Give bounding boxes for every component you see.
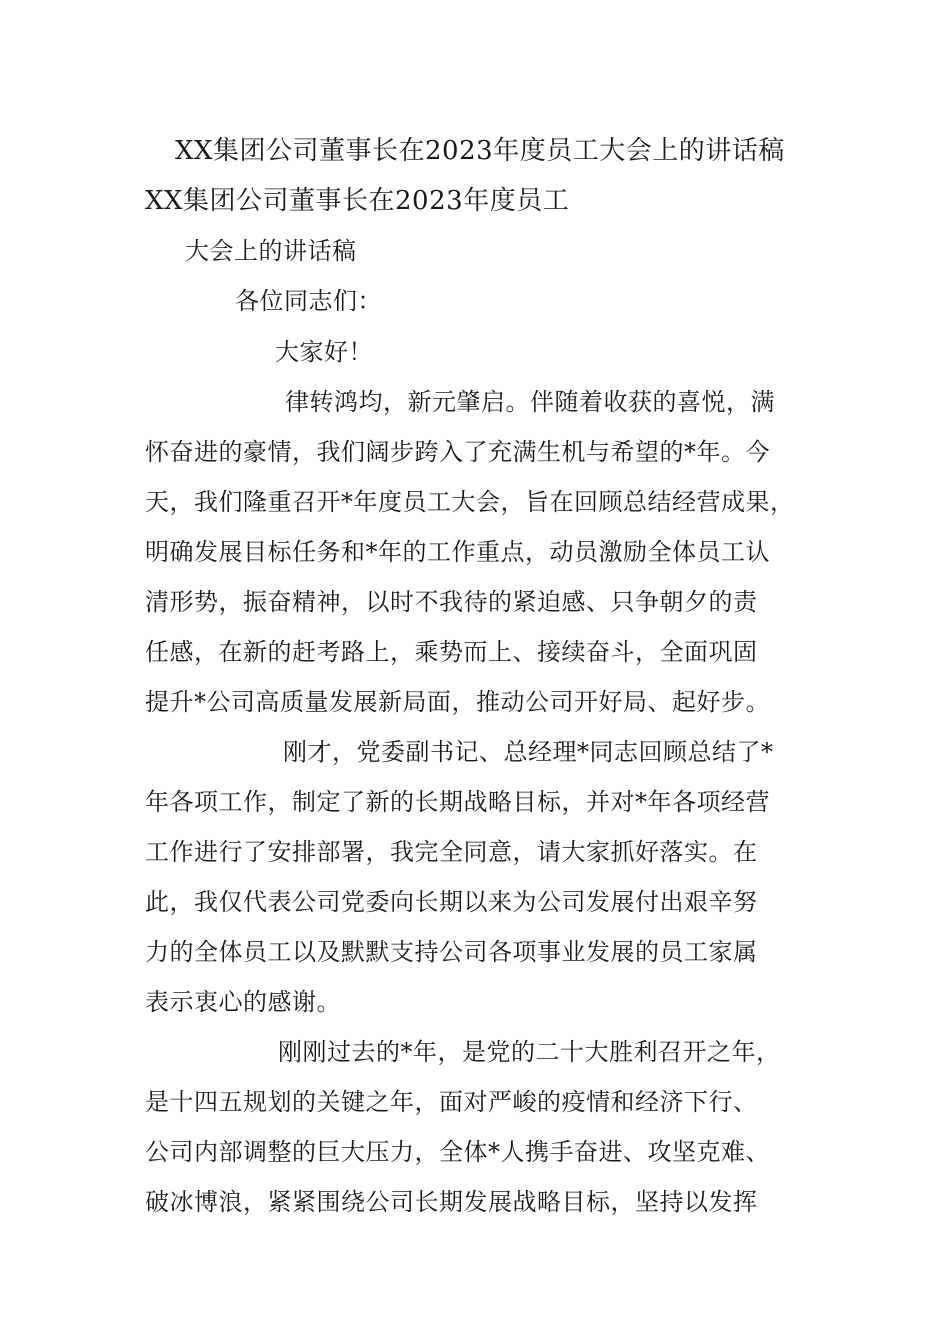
paragraph-2-line-4: 此，我仅代表公司党委向长期以来为公司发展付出艰辛努 — [145, 888, 758, 916]
paragraph-3-line-2: 是十四五规划的关键之年，面对严峻的疫情和经济下行、 — [145, 1088, 758, 1116]
paragraph-2-line-1: 刚才，党委副书记、总经理*同志回顾总结了* — [283, 738, 774, 766]
paragraph-2-line-2: 年各项工作，制定了新的长期战略目标，并对*年各项经营 — [145, 788, 770, 816]
document-subtitle-line-1: XX集团公司董事长在2023年度员工 — [145, 186, 570, 216]
salutation: 各位同志们： — [235, 287, 382, 315]
paragraph-3-line-3: 公司内部调整的巨大压力，全体*人携手奋进、攻坚克难、 — [145, 1138, 770, 1166]
paragraph-3-line-4: 破冰博浪，紧紧围绕公司长期发展战略目标，坚持以发挥 — [145, 1188, 758, 1216]
paragraph-1-line-2: 怀奋进的豪情，我们阔步跨入了充满生机与希望的*年。今 — [145, 438, 770, 466]
paragraph-1-line-1: 律转鸿均，新元肇启。伴随着收获的喜悦，满 — [285, 388, 775, 416]
paragraph-1-line-6: 任感，在新的赶考路上，乘势而上、接续奋斗，全面巩固 — [145, 638, 758, 666]
paragraph-1-line-3: 天，我们隆重召开*年度员工大会，旨在回顾总结经营成果， — [145, 488, 795, 516]
paragraph-2-line-5: 力的全体员工以及默默支持公司各项事业发展的员工家属 — [145, 938, 758, 966]
paragraph-1-line-5: 清形势，振奋精神，以时不我待的紧迫感、只争朝夕的责 — [145, 588, 758, 616]
document-subtitle-line-2: 大会上的讲话稿 — [185, 237, 357, 265]
paragraph-2-line-6: 表示衷心的感谢。 — [145, 988, 341, 1016]
paragraph-2-line-3: 工作进行了安排部署，我完全同意，请大家抓好落实。在 — [145, 838, 758, 866]
greeting: 大家好！ — [275, 338, 373, 366]
paragraph-1-line-4: 明确发展目标任务和*年的工作重点，动员激励全体员工认 — [145, 538, 770, 566]
document-title: XX集团公司董事长在2023年度员工大会上的讲话稿 — [175, 136, 785, 166]
paragraph-1-line-7: 提升*公司高质量发展新局面，推动公司开好局、起好步。 — [145, 688, 770, 716]
paragraph-3-line-1: 刚刚过去的*年，是党的二十大胜利召开之年， — [278, 1038, 781, 1066]
